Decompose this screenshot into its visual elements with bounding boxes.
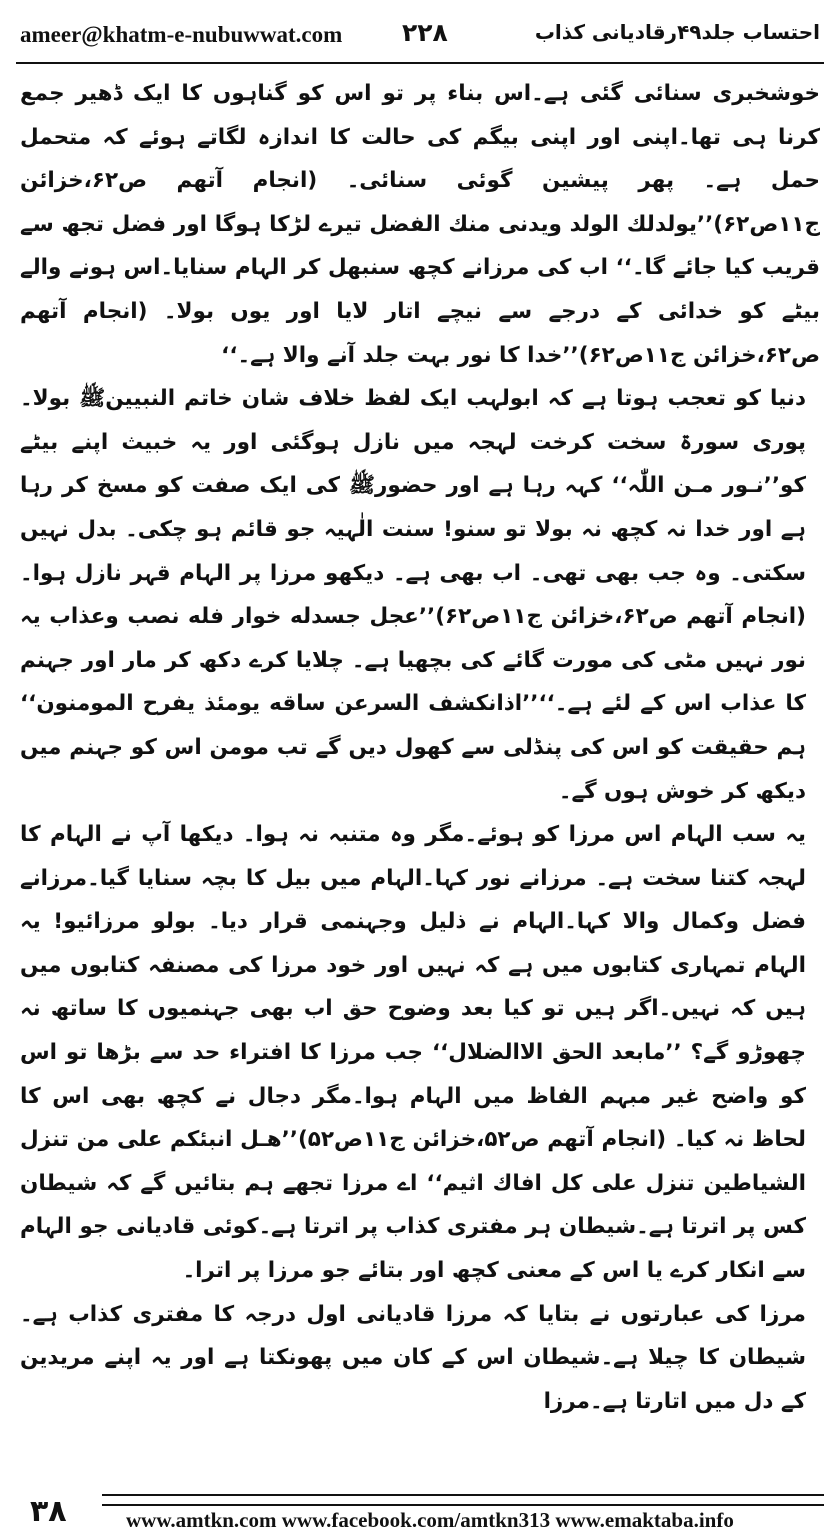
main-text [20,72,820,1472]
footer-rule [102,1494,824,1506]
header-email: ameer@khatm-e-nubuwwat.com [20,22,343,47]
page-header [16,18,824,54]
paragraph-3: یہ سب الہام اس مرزا کو ہوئے۔مگر وہ متنبہ نہ ہوا۔ دیکھا آپ نے الہام کا لہجہ کتنا سخت ہے۔ مرزانے نور کہا۔الہام میں بیل کا بچہ سنایا گیا۔مرزانے فضل وکمال والا کہا۔الہام نے ذلیل وجہنمی قرار دیا۔ بولو مرزائیو! یہ الہام تمہاری کتابوں میں ہے کہ نہیں اور خود مرزا کی مصنفہ کتابوں میں ہیں کہ نہیں۔اگر ہیں تو کیا بعد وضوح حق اب بھی جہنمیوں کا ساتھ نہ چھوڑو گے؟ ’’مابعد الحق الاالضلال‘‘ جب مرزا کا افتراء حد سے بڑھا تو اس کو واضح غیر مبہم الفاظ میں الہام ہوا۔مگر دجال نے کچھ بھی اس کا لحاظ نہ کیا۔ (انجام آتھم ص۵۲،خزائن ج۱۱ص۵۲)’’ھـل انبئکم علی من تنزل الشیاطین تنزل علی کل افاك اثیم‘‘ اے مرزا تجھے ہم بتائیں گے کہ شیطان کس پر اترتا ہے۔شیطان ہر مفتری کذاب پر اترتا ہے۔کوئی قادیانی جو الہام سے انکار کرے یا اس کے معنی کچھ اور بتائے جو مرزا پر اترا۔ [20,822,806,1284]
paragraph-1: خوشخبری سنائی گئی ہے۔اس بناء پر تو اس کو گناہوں کا ایک ڈھیر جمع کرنا ہی تھا۔اپنی اور اپنی بیگم کی حالت کا اندازہ لگاتے ہوئے کہ متحمل حمل ہے۔ پھر پیشین گوئی سنائی۔ (انجام آتھم ص۶۲،خزائن ج۱۱ص۶۲)’’یولدلك الولد ویدنی منك الفضل تیرے لڑکا ہوگا اور فضل تجھ سے قریب کیا جائے گا۔‘‘ اب کی مرزانے کچھ سنبھل کر الہام سنایا۔اس ہونے والے بیٹے کو خدائی کے درجے سے نیچے اتار لایا اور یوں بولا۔ (انجام آتھم ص۶۲،خزائن ج۱۱ص۶۲)’’خدا کا نور بہت جلد آنے والا ہے۔‘‘ [20,81,820,368]
header-rule [16,62,824,64]
page-footer [16,1494,824,1534]
header-title: احتساب جلد۴۹رقادیانی کذاب [534,20,820,44]
footer-page-number: ۳۸ [30,1494,67,1529]
header-page-number: ۲۲۸ [402,18,448,47]
paragraph-2: دنیا کو تعجب ہوتا ہے کہ ابولہب ایک لفظ خلاف شان خاتم النبیینﷺ بولا۔ پوری سورۃ سخت کرخت لہجہ میں نازل ہوگئی اور یہ خبیث اپنے بیٹے کو’’نـور مـن اللّٰہ‘‘ کہہ رہا ہے اور حضورﷺ کی ایک صفت کو مسخ کر رہا ہے اور خدا نہ کچھ نہ بولا تو سنو! سنت الٰہیہ جو قائم ہو چکی۔ بدل نہیں سکتی۔ وہ جب بھی تھی۔ اب بھی ہے۔ دیکھو مرزا پر الہام قہر نازل ہوا۔ (انجام آتھم ص۶۲،خزائن ج۱۱ص۶۲)’’عجل جسدله خوار فله نصب وعذاب یہ نور نہیں مٹی کی مورت گائے کی بچھیا ہے۔ چلایا کرے دکھ کر مار اور جہنم کا عذاب اس کے لئے ہے۔‘‘’’اذانکشف السرعن ساقه یومئذ یفرح المومنون‘‘ ہم حقیقت کو اس کی پنڈلی سے کھول دیں گے تب مومن اس کو جہنم میں دیکھ کر خوش ہوں گے۔ [20,386,806,804]
paragraph-4: مرزا کی عبارتوں نے بتایا کہ مرزا قادیانی اول درجہ کا مفتری کذاب ہے۔شیطان کا چیلا ہے۔شیطان اس کے کان میں پھونکتا ہے اور یہ اپنے مریدین کے دل میں اتارتا ہے۔مرزا [20,1301,806,1414]
footer-urls: www.amtkn.com www.facebook.com/amtkn313 www.emaktaba.info [126,1508,734,1532]
